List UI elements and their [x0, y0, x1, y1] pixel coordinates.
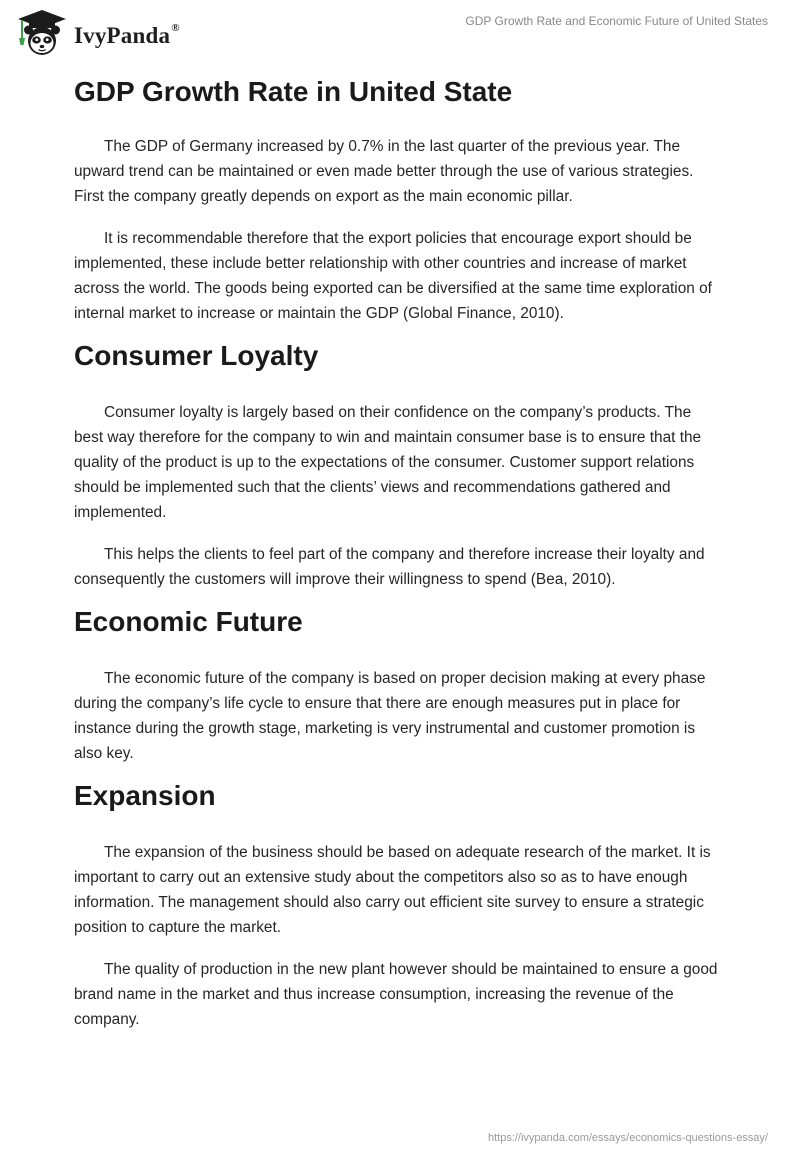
page-header [0, 0, 800, 70]
section-gdp-growth [74, 72, 724, 326]
paragraph: Consumer loyalty is largely based on their confidence on the company’s products. The best way therefore for the company to win and maintain consumer base is to ensure that the quality of the product is up to the expectations of the consumer. Customer support relations should be implemented such that the clients’ views and recommendations gathered and implemented. [74, 404, 702, 521]
logo-text: IvyPanda® [74, 21, 180, 48]
section-consumer-loyalty [74, 336, 724, 592]
section-economic-future [74, 602, 724, 766]
essay-content [74, 72, 724, 1032]
paragraph: The economic future of the company is based on proper decision making at every phase during the company’s life cycle to ensure that there are enough measures put in place for instance during the growth stage, marketing is very instrumental and customer promotion is also key. [74, 670, 706, 762]
section-heading: GDP Growth Rate in United State [74, 76, 513, 107]
panda-graduate-icon [14, 8, 70, 58]
section-heading: Expansion [74, 780, 216, 811]
section-expansion [74, 776, 724, 1032]
document-title: GDP Growth Rate and Economic Future of United States [465, 14, 768, 28]
paragraph: The GDP of Germany increased by 0.7% in the last quarter of the previous year. The upward trend can be maintained or even made better through the use of various strategies. First the company greatly depends on export as the main economic pillar. [74, 138, 694, 205]
paragraph: The quality of production in the new plant however should be maintained to ensure a good brand name in the market and thus increase consumption, increasing the revenue of the company. [74, 961, 718, 1028]
registered-mark: ® [171, 21, 180, 34]
paragraph: It is recommendable therefore that the export policies that encourage export should be implemented, these include better relationship with other countries and increase of market across the world. The goods being exported can be diversified at the same time exploration of internal market to increase or maintain the GDP (Global Finance, 2010). [74, 230, 712, 322]
paragraph: This helps the clients to feel part of the company and therefore increase their loyalty and consequently the customers will improve their willingness to spend (Bea, 2010). [74, 546, 705, 588]
paragraph: The expansion of the business should be based on adequate research of the market. It is important to carry out an extensive study about the competitors also so as to have enough information. The management should also carry out efficient site survey to ensure a strategic position to capture the market. [74, 844, 711, 936]
ivypanda-logo[interactable] [14, 8, 180, 58]
section-heading: Consumer Loyalty [74, 340, 319, 371]
section-heading: Economic Future [74, 606, 303, 637]
source-url-link[interactable]: https://ivypanda.com/essays/economics-questions-essay/ [487, 1132, 768, 1144]
